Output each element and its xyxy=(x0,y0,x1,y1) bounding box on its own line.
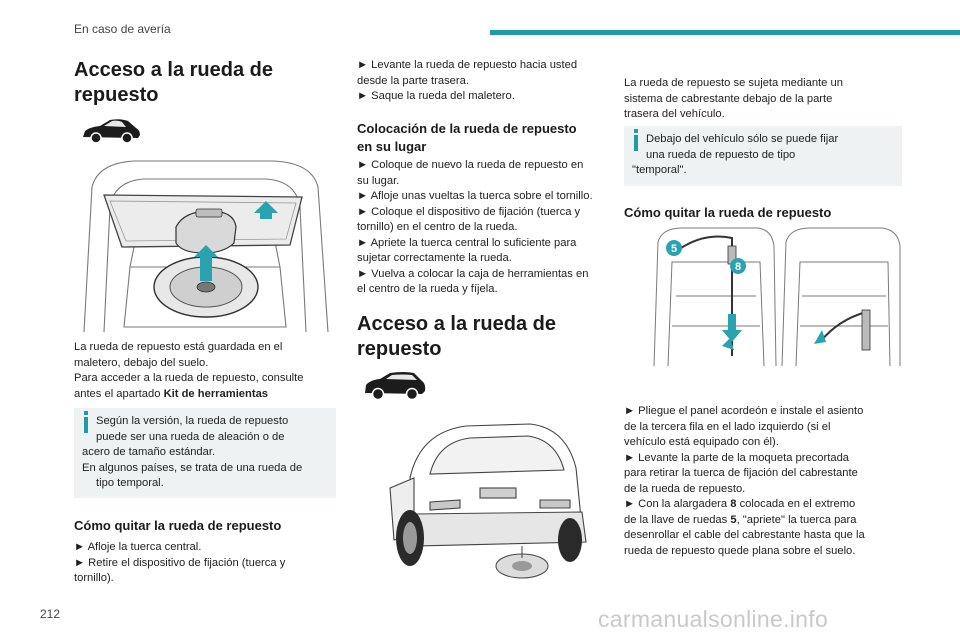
step-line: desenrollar el cable del cabrestante hasta que la xyxy=(624,529,865,541)
info-icon xyxy=(634,135,638,151)
col1-title-block xyxy=(74,58,334,108)
col3-intro-line: sistema de cabrestante debajo de la parte xyxy=(624,92,833,105)
col3-intro-line: La rueda de repuesto se sujeta mediante un xyxy=(624,77,843,89)
step-line: tornillo). xyxy=(74,572,114,584)
col3-remove-heading-block xyxy=(624,204,904,222)
kit-herramientas-ref: Kit de herramientas xyxy=(163,387,269,400)
col3-steps xyxy=(624,404,908,559)
col1-intro xyxy=(74,340,336,402)
step-line: tornillo) en el centro de la rueda. xyxy=(357,221,518,233)
note-line: Debajo del vehículo sólo se puede fijar xyxy=(646,133,839,145)
step-line: ► Levante la rueda de repuesto hacia usted xyxy=(357,59,578,71)
col1-remove-heading: Cómo quitar la rueda de repuesto xyxy=(74,518,282,533)
ref-number-8: 8 xyxy=(730,498,737,510)
step-line: ► Apriete la tuerca central lo suficiente para xyxy=(357,236,577,249)
col3-intro xyxy=(624,76,904,123)
note-line: puede ser una rueda de aleación o de xyxy=(96,430,285,443)
step-line: ► Vuelva a colocar la caja de herramientas en xyxy=(357,267,589,280)
note-line: En algunos países, se trata de una rueda de xyxy=(82,461,303,474)
note-line: "temporal". xyxy=(632,164,687,176)
col1-intro-line: maletero, debajo del suelo. xyxy=(74,356,209,369)
step-line: ► Afloje unas vueltas la tuerca sobre el tornillo. xyxy=(357,190,593,202)
place-heading-line: Colocación de la rueda de repuesto xyxy=(357,121,577,136)
page-number: 212 xyxy=(40,607,61,621)
col3-info-note xyxy=(624,126,902,186)
suv-rear-spare-wheel-illustration xyxy=(370,418,600,584)
col3-intro-line: trasera del vehículo. xyxy=(624,108,725,120)
watermark: carmanualsonline.info xyxy=(598,606,829,632)
note-line: una rueda de repuesto de tipo xyxy=(646,148,796,161)
col2-place-heading xyxy=(357,120,619,156)
step-line: ► Afloje la tuerca central. xyxy=(74,541,202,553)
ref-number-5: 5 xyxy=(730,513,737,526)
step-line: ► Saque la rueda del maletero. xyxy=(357,90,515,102)
section-label: En caso de avería xyxy=(74,22,171,36)
step-line xyxy=(624,513,908,529)
col1-intro-line: Para acceder a la rueda de repuesto, consulte xyxy=(74,372,304,384)
step-wrench-post: , "apriete" la tuerca para xyxy=(736,513,857,526)
col1-intro-line xyxy=(74,387,336,403)
step-line: su lugar. xyxy=(357,174,400,187)
car-side-icon xyxy=(80,116,142,146)
note-line: tipo temporal. xyxy=(96,477,164,489)
step-line: ► Pliegue el panel acordeón e instale el asiento xyxy=(624,405,864,417)
step-line: de la rueda de repuesto. xyxy=(624,482,746,495)
col1-remove-section xyxy=(74,517,336,587)
trunk-spare-wheel-illustration xyxy=(74,157,336,332)
step-with-pre: ► Con la alargadera xyxy=(624,498,731,510)
suv-side-icon xyxy=(362,370,428,402)
winch-wrench-illustration xyxy=(652,226,902,366)
callout-5: 5 xyxy=(670,243,678,255)
step-line: el centro de la rueda y fíjela. xyxy=(357,283,498,295)
step-line: de la tercera fila en el lado izquierdo (si el xyxy=(624,420,831,433)
col3-remove-heading: Cómo quitar la rueda de repuesto xyxy=(624,205,832,220)
step-line: rueda de repuesto quede plana sobre el suelo. xyxy=(624,544,856,557)
step-line: desde la parte trasera. xyxy=(357,74,469,87)
header-accent-bar xyxy=(490,30,960,35)
col2-top-steps xyxy=(357,58,619,105)
col2-place-steps xyxy=(357,158,619,298)
step-with-post: colocada en el extremo xyxy=(736,498,856,510)
col1-intro-line: La rueda de repuesto está guardada en el xyxy=(74,341,283,353)
step-line: ► Coloque el dispositivo de fijación (tuerca y xyxy=(357,205,581,218)
info-icon xyxy=(84,417,88,433)
step-line: ► Levante la parte de la moqueta precortada xyxy=(624,451,850,464)
col1-info-note xyxy=(74,408,336,498)
col1-intro-pre: antes el apartado xyxy=(74,387,164,400)
note-line: Según la versión, la rueda de repuesto xyxy=(96,415,289,427)
step-wrench-pre: de la llave de ruedas xyxy=(624,513,731,526)
step-line: vehículo está equipado con él). xyxy=(624,436,779,448)
step-line: ► Retire el dispositivo de fijación (tuerca y xyxy=(74,556,286,569)
step-line: para retirar la tuerca de fijación del cabrestante xyxy=(624,467,858,479)
step-line: sujetar correctamente la rueda. xyxy=(357,252,512,264)
step-line: ► Coloque de nuevo la rueda de repuesto en xyxy=(357,159,584,171)
col1-title: Acceso a la rueda de repuesto xyxy=(74,59,273,106)
place-heading-line: en su lugar xyxy=(357,139,427,154)
step-line xyxy=(624,497,908,513)
callout-8: 8 xyxy=(734,261,742,273)
col2-title: Acceso a la rueda de repuesto xyxy=(357,313,556,360)
col2-title-block xyxy=(357,312,617,362)
note-line: acero de tamaño estándar. xyxy=(82,446,216,458)
